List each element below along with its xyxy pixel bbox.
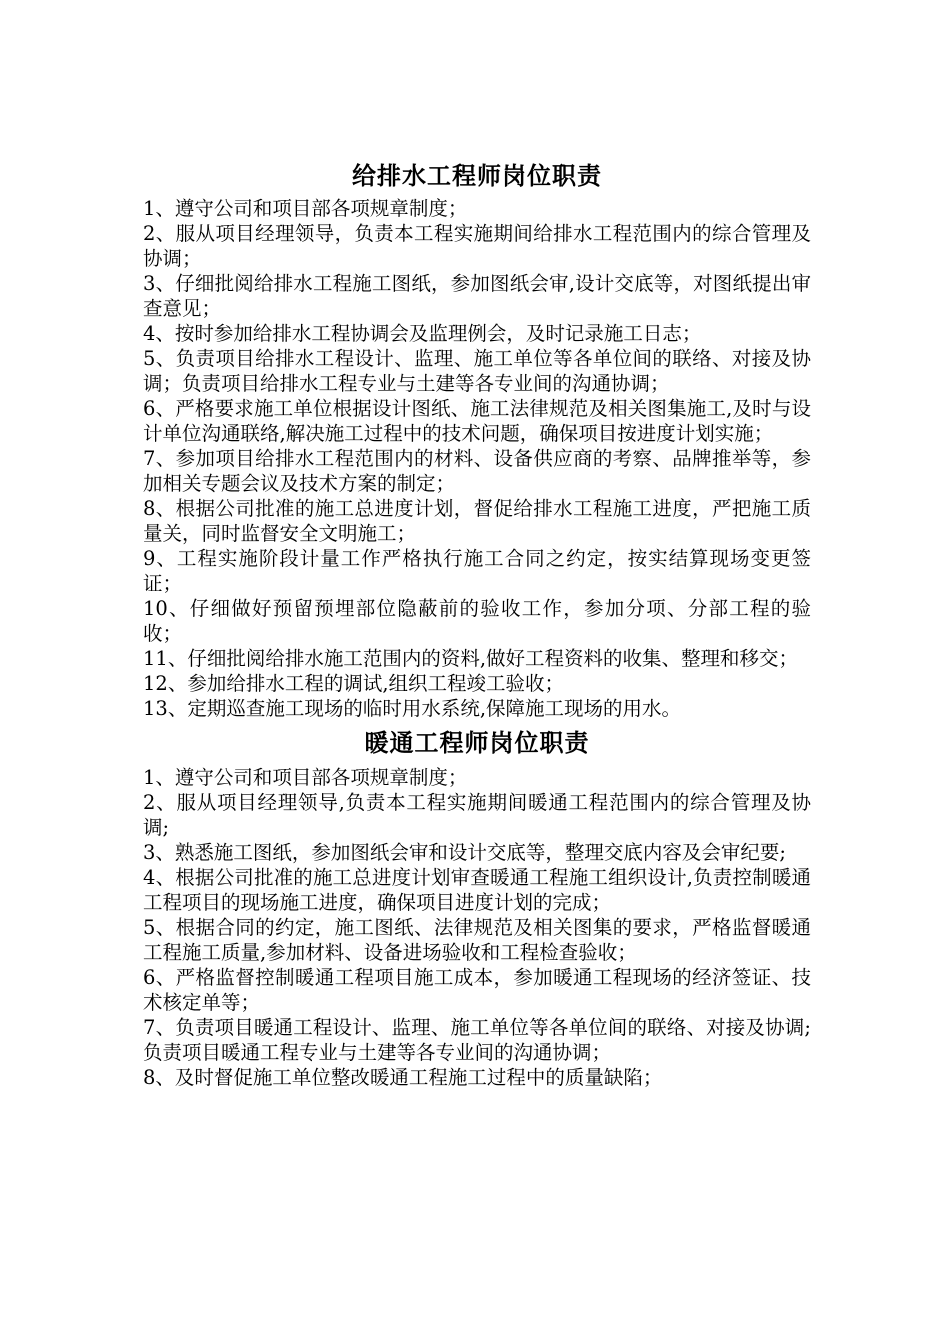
list-item: 11、仔细批阅给排水施工范围内的资料,做好工程资料的收集、整理和移交；	[143, 647, 799, 670]
list-item: 2、服从项目经理领导,负责本工程实施期间暖通工程范围内的综合管理及协调;	[143, 791, 811, 839]
list-item: 8、根据公司批准的施工总进度计划，督促给排水工程施工进度，严把施工质量关，同时监督安全文明施工；	[143, 497, 811, 545]
list-item: 6、严格监督控制暖通工程项目施工成本，参加暖通工程现场的经济签证、技术核定单等；	[143, 966, 811, 1014]
list-item: 5、负责项目给排水工程设计、监理、施工单位等各单位间的联络、对接及协调；负责项目给排水工程专业与土建等各专业间的沟通协调；	[143, 347, 811, 395]
section-title-plumbing: 给排水工程师岗位职责	[352, 162, 602, 190]
document-page	[143, 156, 811, 1090]
hvac-duties-list	[143, 765, 811, 1090]
list-item: 5、根据合同的约定，施工图纸、法律规范及相关图集的要求，严格监督暖通工程施工质量,参加材料、设备进场验收和工程检查验收；	[143, 916, 811, 964]
plumbing-duties-list	[143, 196, 811, 721]
list-item: 9、工程实施阶段计量工作严格执行施工合同之约定，按实结算现场变更签证；	[143, 547, 811, 595]
list-item: 7、参加项目给排水工程范围内的材料、设备供应商的考察、品牌推举等，参加相关专题会议及技术方案的制定；	[143, 447, 811, 495]
section-title-hvac: 暖通工程师岗位职责	[364, 729, 590, 757]
list-item: 3、仔细批阅给排水工程施工图纸，参加图纸会审,设计交底等，对图纸提出审查意见；	[143, 272, 811, 320]
list-item: 7、负责项目暖通工程设计、监理、施工单位等各单位间的联络、对接及协调;负责项目暖通工程专业与土建等各专业间的沟通协调；	[143, 1016, 811, 1064]
list-item: 4、根据公司批准的施工总进度计划审查暖通工程施工组织设计,负责控制暖通工程项目的现场施工进度，确保项目进度计划的完成；	[143, 866, 811, 914]
list-item: 8、及时督促施工单位整改暖通工程施工过程中的质量缺陷；	[143, 1066, 663, 1089]
list-item: 13、定期巡查施工现场的临时用水系统,保障施工现场的用水。	[143, 697, 682, 720]
list-item: 6、严格要求施工单位根据设计图纸、施工法律规范及相关图集施工,及时与设计单位沟通联络,解决施工过程中的技术问题，确保项目按进度计划实施；	[143, 397, 811, 445]
list-item: 4、按时参加给排水工程协调会及监理例会，及时记录施工日志；	[143, 322, 702, 345]
list-item: 3、熟悉施工图纸，参加图纸会审和设计交底等，整理交底内容及会审纪要;	[143, 841, 786, 864]
list-item: 2、服从项目经理领导，负责本工程实施期间给排水工程范围内的综合管理及协调；	[143, 222, 811, 270]
list-item: 1、遵守公司和项目部各项规章制度；	[143, 766, 468, 789]
list-item: 10、仔细做好预留预埋部位隐蔽前的验收工作，参加分项、分部工程的验收；	[143, 597, 811, 645]
list-item: 12、参加给排水工程的调试,组织工程竣工验收；	[143, 672, 565, 695]
list-item: 1、遵守公司和项目部各项规章制度；	[143, 197, 468, 220]
